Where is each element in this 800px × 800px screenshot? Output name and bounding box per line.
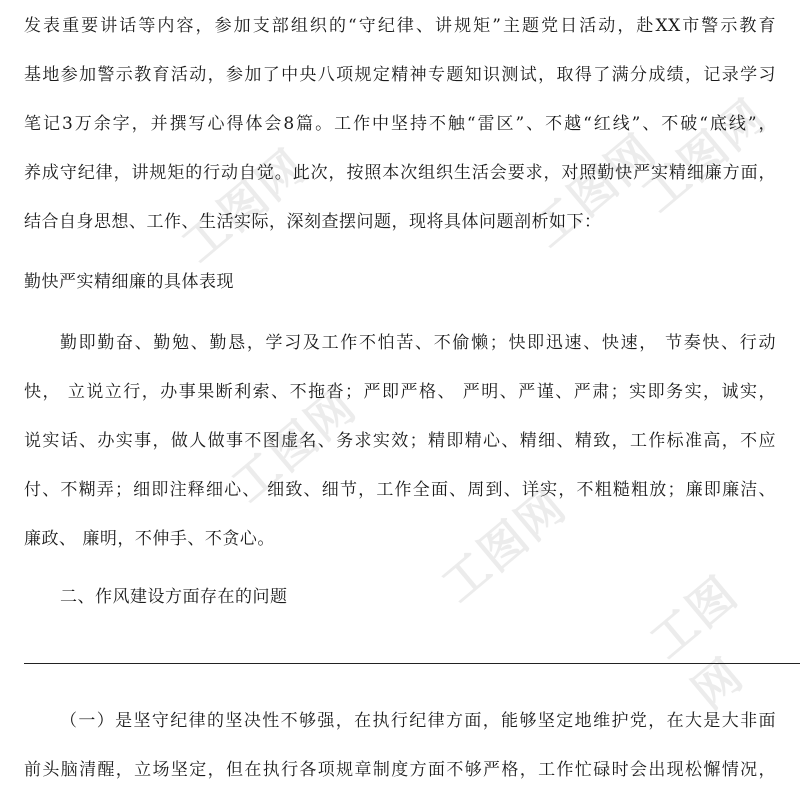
paragraph-line: 付、不糊弄；细即注释细心、 细致、细节，工作全面、周到、详实，不粗糙粗放；廉即廉洁、 — [24, 480, 776, 500]
watermark: 工图网 — [221, 378, 367, 513]
section-heading: 二、作风建设方面存在的问题 — [60, 587, 288, 607]
paragraph-line: 笔记3万余字，并撰写心得体会8篇。工作中坚持不触“雷区”、不越“红线”、不破“底线”， — [24, 114, 776, 134]
subheading: 勤快严实精细廉的具体表现 — [24, 272, 234, 292]
watermark: 工图网 — [631, 88, 777, 223]
watermark: 工图网 — [639, 565, 754, 720]
paragraph-line: 快， 立说立行，办事果断利索、不拖沓；严即严格、 严明、严谨、严肃；实即务实，诚实， — [24, 382, 776, 402]
paragraph-line: 发表重要讲话等内容，参加支部组织的“守纪律、讲规矩”主题党日活动，赴XX市警示教育 — [24, 16, 776, 36]
paragraph-line: 廉政、 廉明，不伸手、不贪心。 — [24, 529, 275, 549]
paragraph-line: 前头脑清醒，立场坚定，但在执行各项规章制度方面不够严格，工作忙碌时会出现松懈情况， — [24, 760, 776, 780]
watermark: 工图网 — [431, 478, 577, 613]
paragraph-line: 勤即勤奋、勤勉、勤恳，学习及工作不怕苦、不偷懒；快即迅速、快速， 节奏快、行动 — [60, 333, 776, 353]
paragraph-line: （一）是坚守纪律的坚决性不够强，在执行纪律方面，能够坚定地维护党，在大是大非面 — [60, 711, 776, 731]
paragraph-line: 基地参加警示教育活动，参加了中央八项规定精神专题知识测试，取得了满分成绩，记录学习 — [24, 65, 776, 85]
paragraph-line: 说实话、办实事，做人做事不图虚名、务求实效；精即精心、精细、精致，工作标准高，不应 — [24, 431, 776, 451]
paragraph-line: 结合自身思想、工作、生活实际，深刻查摆问题，现将具体问题剖析如下： — [24, 212, 602, 232]
paragraph-line: 养成守纪律，讲规矩的行动自觉。此次，按照本次组织生活会要求，对照勤快严实精细廉方面， — [24, 163, 776, 183]
watermark: 工图网 — [521, 123, 667, 258]
divider — [24, 663, 800, 664]
watermark: 工图网 — [171, 138, 317, 273]
